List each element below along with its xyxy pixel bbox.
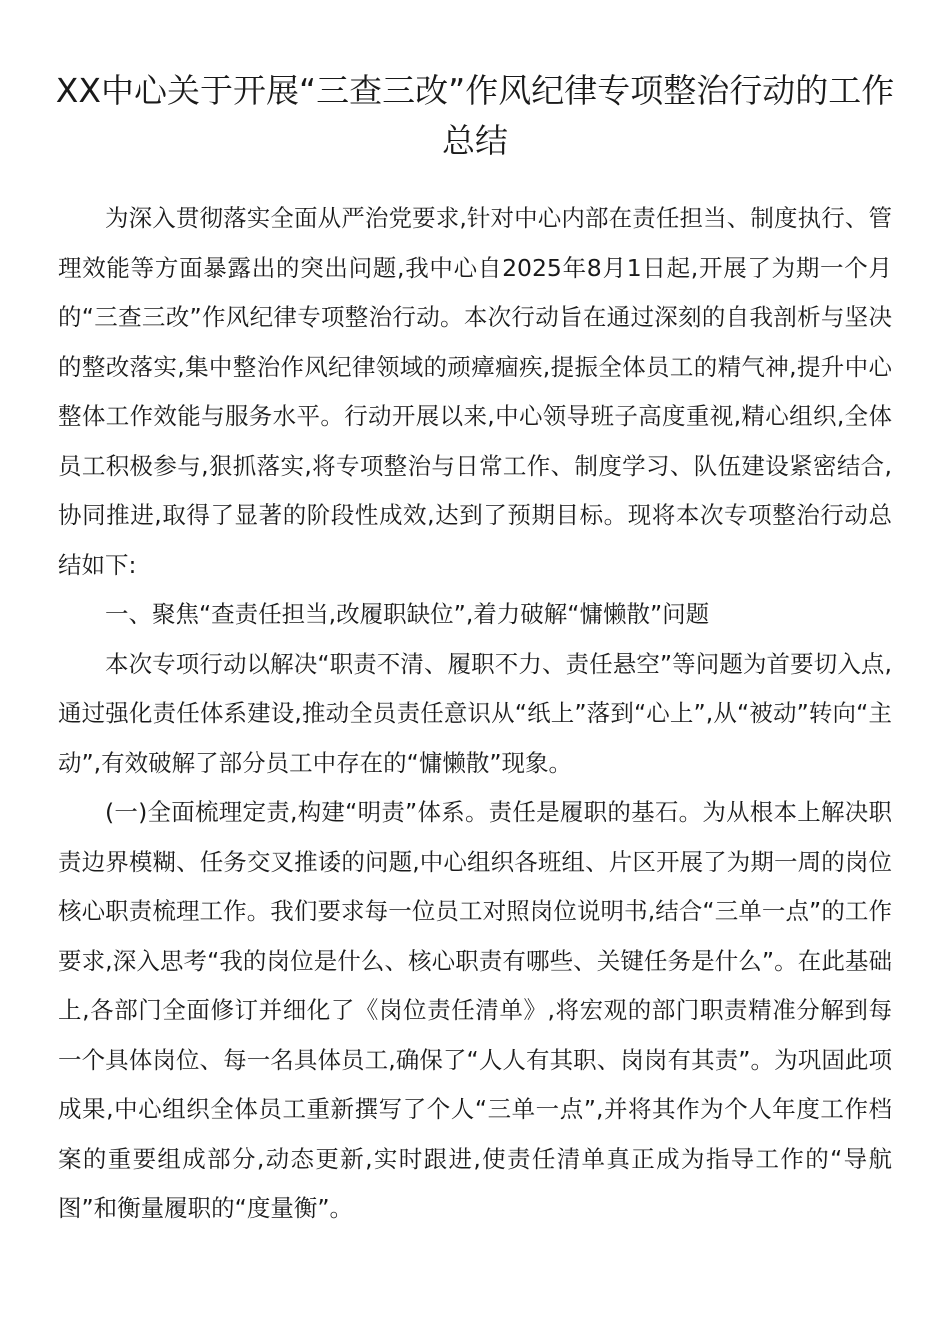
paragraph-subsection-1: (一)全面梳理定责,构建“明责”体系。责任是履职的基石。为从根本上解决职责边界模糊、任务交叉推诿的问题,中心组织各班组、片区开展了为期一周的岗位核心职责梳理工作。我们要求每一位员工对照岗位说明书,结合“三单一点”的工作要求,深入思考“我的岗位是什么、核心职责有哪些、关键任务是什么”。在此基础上,各部门全面修订并细化了《岗位责任清单》,将宏观的部门职责精准分解到每一个具体岗位、每一名具体员工,确保了“人人有其职、岗岗有其责”。为巩固此项成果,中心组织全体员工重新撰写了个人“三单一点”,并将其作为个人年度工作档案的重要组成部分,动态更新,实时跟进,使责任清单真正成为指导工作的“导航图”和衡量履职的“度量衡”。 (58, 798, 892, 1222)
section-heading-1: 一、聚焦“查责任担当,改履职缺位”,着力破解“慵懒散”问题 (105, 600, 710, 628)
paragraph-intro: 为深入贯彻落实全面从严治党要求,针对中心内部在责任担当、制度执行、管理效能等方面暴露出的突出问题,我中心自2025年8月1日起,开展了为期一个月的“三查三改”作风纪律专项整治行动。本次行动旨在通过深刻的自我剖析与坚决的整改落实,集中整治作风纪律领域的顽瘴痼疾,提振全体员工的精气神,提升中心整体工作效能与服务水平。行动开展以来,中心领导班子高度重视,精心组织,全体员工积极参与,狠抓落实,将专项整治与日常工作、制度学习、队伍建设紧密结合,协同推进,取得了显著的阶段性成效,达到了预期目标。现将本次专项整治行动总结如下: (58, 204, 892, 579)
document-body (58, 194, 892, 1234)
paragraph-section-1-summary: 本次专项行动以解决“职责不清、履职不力、责任悬空”等问题为首要切入点,通过强化责任体系建设,推动全员责任意识从“纸上”落到“心上”,从“被动”转向“主动”,有效破解了部分员工中存在的“慵懒散”现象。 (58, 649, 892, 777)
document-title: XX中心关于开展“三查三改”作风纪律专项整治行动的工作总结 (55, 71, 895, 160)
